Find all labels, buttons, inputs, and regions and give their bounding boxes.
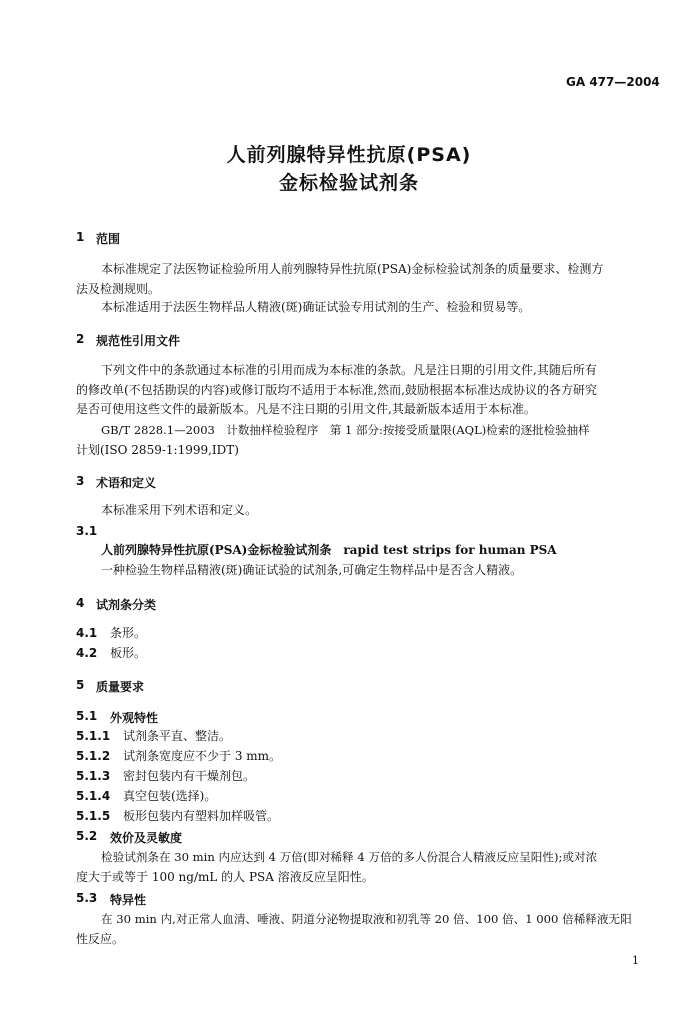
section-2-para-1a: 下列文件中的条款通过本标准的引用而成为本标准的条款。凡是注日期的引用文件,其随后所有 bbox=[101, 363, 597, 377]
section-4-2-text: 板形。 bbox=[110, 646, 147, 660]
section-5-1-3-number: 5.1.3 bbox=[76, 769, 111, 783]
page-number: 1 bbox=[632, 954, 639, 967]
title-line-1: 人前列腺特异性抗原(PSA) bbox=[226, 144, 472, 166]
section-5-2-heading: 效价及灵敏度 bbox=[110, 831, 183, 845]
section-1-number: 1 bbox=[76, 230, 85, 244]
section-2-ref-a: GB/T 2828.1—2003 计数抽样检验程序 第 1 部分:按接受质量限(AQL)检索的逐批检验抽样 bbox=[101, 423, 590, 437]
section-5-1-4-number: 5.1.4 bbox=[76, 789, 111, 803]
section-1-para-2: 本标准适用于法医生物样品人精液(斑)确证试验专用试剂的生产、检验和贸易等。 bbox=[101, 300, 531, 314]
section-3-1-definition: 一种检验生物样品精液(斑)确证试验的试剂条,可确定生物样品中是否含人精液。 bbox=[101, 563, 523, 577]
section-5-1-3-text: 密封包装内有干燥剂包。 bbox=[123, 769, 256, 783]
section-2-ref-b: 计划(ISO 2859-1:1999,IDT) bbox=[76, 443, 239, 457]
section-2-heading: 规范性引用文件 bbox=[96, 334, 181, 348]
section-2-number: 2 bbox=[76, 332, 85, 346]
section-4-heading: 试剂条分类 bbox=[96, 598, 157, 612]
section-5-1-5-number: 5.1.5 bbox=[76, 809, 111, 823]
section-5-1-2-text: 试剂条宽度应不少于 3 mm。 bbox=[123, 749, 282, 763]
section-3-1-term: 人前列腺特异性抗原(PSA)金标检验试剂条 rapid test strips for human PSA bbox=[101, 543, 557, 557]
section-5-1-heading: 外观特性 bbox=[110, 711, 159, 725]
section-3-number: 3 bbox=[76, 474, 85, 488]
section-1-para-1b: 法及检测规则。 bbox=[76, 282, 161, 296]
section-5-3-number: 5.3 bbox=[76, 891, 98, 905]
section-1-heading: 范围 bbox=[96, 232, 121, 246]
section-4-2-number: 4.2 bbox=[76, 646, 98, 660]
section-1-para-1a: 本标准规定了法医物证检验所用人前列腺特异性抗原(PSA)金标检验试剂条的质量要求、检测方 bbox=[101, 262, 604, 276]
section-3-heading: 术语和定义 bbox=[96, 476, 157, 490]
section-3-1-number: 3.1 bbox=[76, 524, 98, 538]
section-5-3-para-a: 在 30 min 内,对正常人血清、唾液、阴道分泌物提取液和初乳等 20 倍、100 倍、1 000 倍稀释液无阳 bbox=[101, 912, 632, 926]
section-5-1-5-text: 板形包装内有塑料加样吸管。 bbox=[123, 809, 280, 823]
section-5-1-2-number: 5.1.2 bbox=[76, 749, 111, 763]
section-5-3-para-b: 性反应。 bbox=[76, 932, 125, 946]
section-5-2-para-b: 度大于或等于 100 ng/mL 的人 PSA 溶液反应呈阳性。 bbox=[76, 870, 374, 884]
section-5-3-heading: 特异性 bbox=[110, 893, 147, 907]
section-4-number: 4 bbox=[76, 596, 85, 610]
section-5-heading: 质量要求 bbox=[96, 680, 145, 694]
section-5-1-1-number: 5.1.1 bbox=[76, 729, 111, 743]
section-2-para-1b: 的修改单(不包括勘误的内容)或修订版均不适用于本标准,然而,鼓励根据本标准达成协议的各方研究 bbox=[76, 383, 597, 397]
section-4-1-number: 4.1 bbox=[76, 626, 98, 640]
section-3-para-1: 本标准采用下列术语和定义。 bbox=[101, 503, 258, 517]
section-5-number: 5 bbox=[76, 678, 85, 692]
section-2-para-1c: 是否可使用这些文件的最新版本。凡是不注日期的引用文件,其最新版本适用于本标准。 bbox=[76, 402, 536, 416]
section-5-1-1-text: 试剂条平直、整洁。 bbox=[123, 729, 232, 743]
standard-number: GA 477—2004 bbox=[566, 75, 660, 89]
section-5-1-4-text: 真空包装(选择)。 bbox=[123, 789, 217, 803]
title-line-2: 金标检验试剂条 bbox=[278, 172, 419, 194]
section-5-2-para-a: 检验试剂条在 30 min 内应达到 4 万倍(即对稀释 4 万倍的多人份混合人精液反应呈阳性);或对浓 bbox=[101, 850, 598, 864]
section-5-1-number: 5.1 bbox=[76, 709, 98, 723]
section-5-2-number: 5.2 bbox=[76, 829, 98, 843]
section-4-1-text: 条形。 bbox=[110, 626, 147, 640]
